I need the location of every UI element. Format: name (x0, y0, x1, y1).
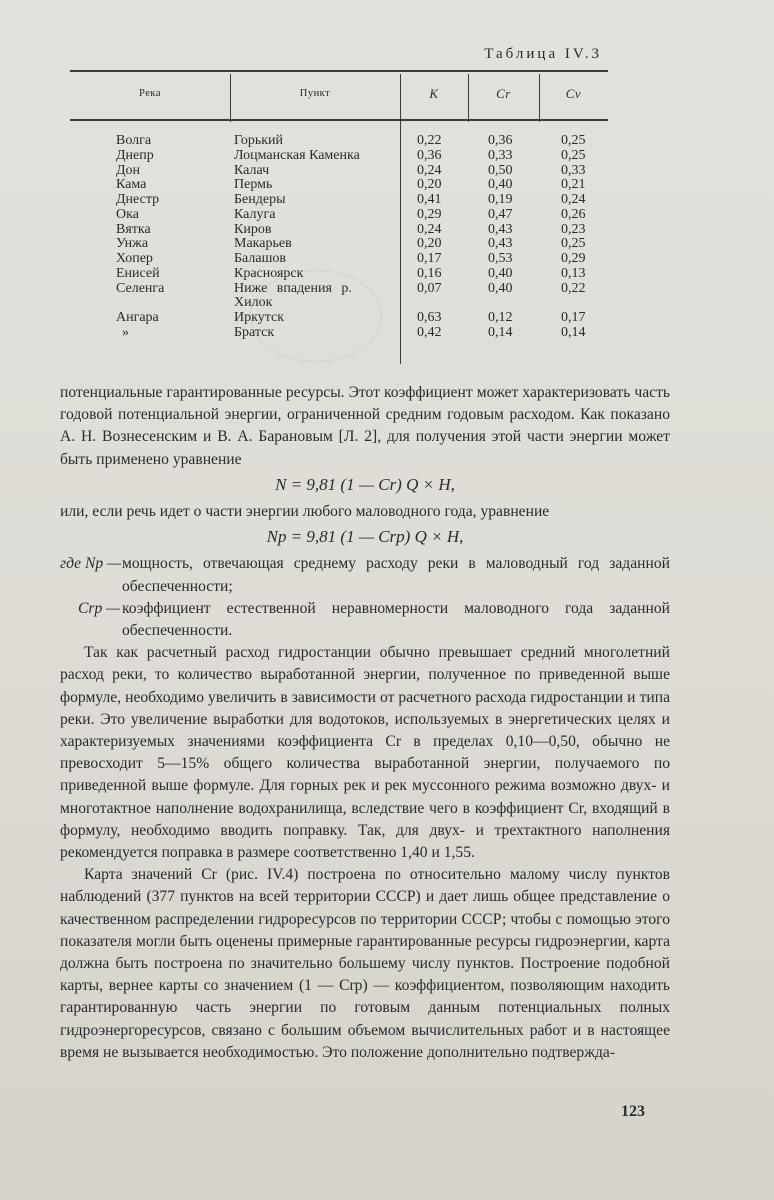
table-cell: Калач (234, 162, 270, 178)
definition-symbol: где Nр — (60, 555, 121, 573)
table-top-rule (70, 70, 608, 72)
table-cell: Унжа (116, 236, 149, 252)
table-cell: 0,25 (561, 236, 586, 252)
table-cell: Пермь (234, 177, 273, 193)
table-cell: 0,24 (561, 192, 586, 207)
table-cell: 0,50 (488, 162, 513, 178)
table-cell: Дон (116, 162, 141, 178)
table-cell: 0,43 (488, 236, 513, 252)
table-cell: Днепр (116, 147, 154, 163)
table-cell: 0,23 (561, 221, 586, 237)
table-cell: 0,12 (488, 310, 513, 325)
table-cell: Калуга (234, 206, 276, 222)
table-cell: » (122, 324, 129, 340)
column-river (116, 134, 226, 341)
table-cell: 0,33 (488, 147, 513, 163)
col-divider (400, 74, 401, 364)
table-cell: Хопер (116, 251, 153, 266)
paragraph: потенциальные гарантированные ресурсы. Этот коэффициент может характеризовать часть годовой потенциальной энергии, ограниченной средним годовым расходом. Как показано А. Н. Вознесенским и В. А. Барановым [Л. 2], для получения этой части энергии может быть применено уравнение (60, 384, 670, 468)
definition-text: коэффициент естественной неравномерности маловодного года заданной обеспеченности. (122, 599, 670, 640)
header-river: Река (139, 88, 161, 99)
table-cell: 0,63 (417, 310, 442, 325)
table-cell: Вятка (116, 221, 151, 237)
table-cell: Балашов (234, 251, 286, 266)
table-cell: 0,24 (417, 162, 442, 178)
table-cell: 0,40 (488, 177, 513, 193)
table-cell: Селенга (116, 280, 165, 296)
table-cell: 0,29 (417, 206, 442, 222)
table-cell: Иркутск (234, 310, 285, 325)
column-cv (561, 134, 611, 341)
table-cell: 0,40 (488, 280, 513, 296)
table-cell: Бендеры (234, 192, 286, 207)
table-cell: 0,29 (561, 251, 586, 266)
table-cell: 0,14 (488, 324, 513, 340)
paragraph: Карта значений Cr (рис. IV.4) построена по относительно малому числу пунктов наблюдений (377 пунктов на всей территории СССР) и дает лишь общее представление о качественном распределении гидроресурсов по территории СССР; чтобы с помощью этого показателя могли быть оценены примерные гарантированные ресурсы гидроэнергии, карта должна быть построена по значительно большему числу пунктов. Построение подобной карты, вернее карты со значением (1 — Crр) — коэффициентом, позволяющим находить гарантированную часть энергии по готовым данным потенциальных полных гидроэнергоресурсов, связано с большим объемом вычислительных работ и в настоящее время не вызывается необходимостью. Это положение дополнительно подтвержда- (60, 866, 670, 1061)
table-cell: Ниже впадения р. (234, 280, 352, 296)
table-cell: Кама (116, 177, 147, 193)
column-cr (488, 134, 538, 341)
table-cell: 0,25 (561, 147, 586, 163)
table-cell: 0,33 (561, 162, 586, 178)
table-cell: 0,16 (417, 265, 442, 281)
table-cell: 0,36 (417, 147, 442, 163)
header-point: Пункт (299, 88, 331, 99)
table-cell: 0,20 (417, 177, 442, 193)
table-cell: 0,20 (417, 236, 442, 252)
table-cell: 0,24 (417, 221, 442, 237)
table-cell: 0,22 (417, 133, 442, 148)
table-cell: Енисей (116, 265, 160, 281)
table-cell: Горький (234, 133, 284, 148)
table-cell: 0,42 (417, 324, 442, 340)
paragraph: или, если речь идет о части энергии любого маловодного года, уравнение (60, 503, 550, 521)
definition-text: мощность, отвечающая среднему расходу реки в маловодный год заданной обеспеченности; (122, 555, 670, 595)
page-number: 123 (621, 1103, 645, 1120)
table-cell: Лоцманская Каменка (234, 147, 360, 163)
table-caption: Таблица IV.3 (484, 46, 602, 62)
symbol-definitions (60, 553, 670, 642)
table-cell: 0,43 (488, 221, 513, 237)
data-table (70, 70, 608, 366)
table-cell: 0,47 (488, 206, 513, 222)
table-cell: 0,36 (488, 133, 513, 148)
table-header-rule (70, 119, 608, 121)
table-cell: 0,19 (488, 192, 513, 207)
table-cell: Днестр (116, 192, 160, 207)
formula-2: Nр = 9,81 (1 — Crр) Q × H, (266, 527, 464, 547)
table-cell: Ока (116, 206, 139, 222)
table-cell: 0,22 (561, 280, 586, 296)
header-k: K (429, 86, 439, 101)
table-cell: 0,07 (417, 280, 442, 296)
table-cell: 0,41 (417, 192, 442, 207)
header-cr: Cr (496, 86, 511, 101)
table-cell: Макарьев (234, 236, 292, 252)
table-cell: 0,21 (561, 177, 586, 193)
table-cell: Киров (234, 221, 272, 237)
body-text (60, 382, 670, 1064)
formula-1: N = 9,81 (1 — Cr) Q × H, (275, 474, 455, 494)
column-k (417, 134, 467, 341)
header-cv: Cv (565, 86, 582, 101)
paragraph: Так как расчетный расход гидростанции обычно превышает средний многолетний расход реки, то количество выработанной энергии, полученное по приведенной выше формуле, необходимо увеличить в зависимости от расчетного расхода гидростанции и типа реки. Это увеличение выработки для водотоков, используемых в энергетических целях и характеризуемых значениями коэффициента Cr в пределах 0,10—0,50, обычно не превосходит 5—15% общего количества выработанной энергии, получаемого по приведенной выше формуле. Для горных рек и рек муссонного режима возможно двух- и многотактное наполнение водохранилища, вследствие чего в коэффициент Cr, входящий в формулу, необходимо вводить поправку. Так, для двух- и трехтактного наполнения рекомендуется поправка в размере соответственно 1,40 и 1,55. (60, 644, 670, 862)
table-cell: 0,40 (488, 265, 513, 281)
table-cell: Красноярск (234, 265, 304, 281)
table-cell: 0,14 (561, 324, 586, 340)
table-cell: 0,26 (561, 206, 586, 222)
table-cell: 0,13 (561, 265, 586, 281)
definition-symbol: Crр — (77, 599, 120, 617)
table-cell: 0,25 (561, 133, 586, 148)
table-cell: Ангара (116, 310, 159, 325)
table-cell: Хилок (234, 295, 273, 311)
table-cell: Волга (116, 133, 152, 148)
table-cell: 0,17 (561, 310, 586, 325)
column-point (234, 134, 399, 341)
table-cell: 0,17 (417, 251, 442, 266)
table-cell: 0,53 (488, 251, 513, 266)
table-cell: Братск (234, 324, 275, 340)
